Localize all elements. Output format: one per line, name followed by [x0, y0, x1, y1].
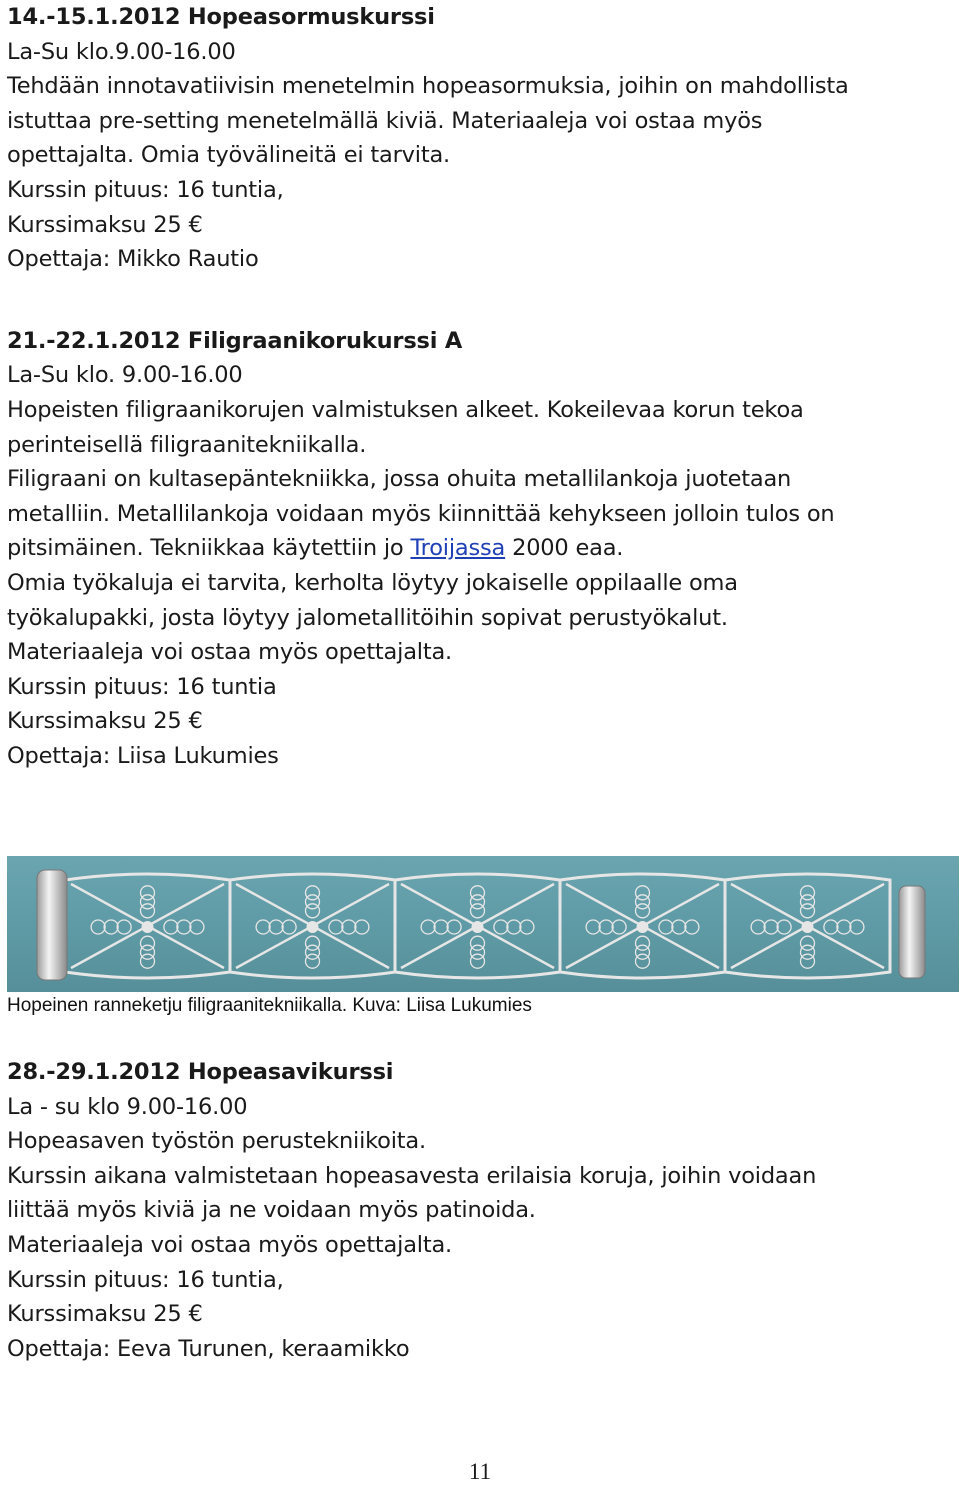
photo-caption: Hopeinen ranneketju filigraanitekniikalla. Kuva: Liisa Lukumies: [7, 995, 532, 1016]
course-description-line: istuttaa pre-setting menetelmällä kiviä. Materiaaleja voi ostaa myös: [7, 107, 763, 134]
course-description-line: Kurssin aikana valmistetaan hopeasavesta erilaisia koruja, joihin voidaan: [7, 1162, 817, 1189]
document-page: [7, 0, 953, 773]
course-title: 28.-29.1.2012 Hopeasavikurssi: [7, 1059, 394, 1085]
course-fee: Kurssimaksu 25 €: [7, 211, 203, 238]
course-duration: Kurssin pituus: 16 tuntia,: [7, 176, 284, 203]
course-teacher: Opettaja: Eeva Turunen, keraamikko: [7, 1335, 410, 1362]
course-teacher: Opettaja: Mikko Rautio: [7, 246, 259, 273]
course-duration: Kurssin pituus: 16 tuntia: [7, 673, 277, 700]
course-description-line: Filigraani on kultasepäntekniikka, jossa ohuita metallilankoja juotetaan: [7, 466, 792, 493]
course-description-line: [7, 531, 953, 566]
course-fee: Kurssimaksu 25 €: [7, 1301, 203, 1328]
course-description-line: Omia työkaluja ei tarvita, kerholta löytyy jokaiselle oppilaalle oma: [7, 569, 738, 596]
course-description-line: metalliin. Metallilankoja voidaan myös kiinnittää kehykseen jolloin tulos on: [7, 500, 835, 527]
course-hopeasavikurssi: [7, 1055, 953, 1366]
course-materials: Materiaaleja voi ostaa myös opettajalta.: [7, 639, 452, 666]
bracelet-photo: [7, 856, 959, 992]
course-materials: Materiaaleja voi ostaa myös opettajalta.: [7, 1231, 452, 1258]
course-teacher: Opettaja: Liisa Lukumies: [7, 742, 279, 769]
text-segment: 2000 eaa.: [505, 535, 624, 562]
course-filigraanikorukurssi: [7, 324, 953, 774]
course-title: 21.-22.1.2012 Filigraanikorukurssi A: [7, 327, 463, 354]
course-description-line: opettajalta. Omia työvälineitä ei tarvita.: [7, 142, 451, 169]
course-hopeasormuskurssi: [7, 0, 953, 277]
troijassa-link[interactable]: Troijassa: [410, 535, 506, 562]
course-duration: Kurssin pituus: 16 tuntia,: [7, 1266, 284, 1293]
course-description-line: Hopeasaven työstön perustekniikoita.: [7, 1128, 426, 1155]
course-description-line: Hopeisten filigraanikorujen valmistuksen alkeet. Kokeilevaa korun tekoa: [7, 396, 804, 423]
course-description-line: liittää myös kiviä ja ne voidaan myös patinoida.: [7, 1197, 536, 1224]
page-number: 11: [468, 1459, 492, 1484]
course-description-line: Tehdään innotavatiivisin menetelmin hopeasormuksia, joihin on mahdollista: [7, 73, 849, 100]
course-description-line: perinteisellä filigraanitekniikalla.: [7, 431, 367, 458]
course-schedule: La-Su klo. 9.00-16.00: [7, 362, 243, 389]
text-segment: pitsimäinen. Tekniikkaa käytettiin jo: [7, 535, 411, 562]
course-fee: Kurssimaksu 25 €: [7, 708, 203, 735]
course-title: 14.-15.1.2012 Hopeasormuskurssi: [7, 4, 435, 30]
course-schedule: La-Su klo.9.00-16.00: [7, 38, 236, 65]
course-description-line: työkalupakki, josta löytyy jalometallitöihin sopivat perustyökalut.: [7, 604, 728, 631]
course-schedule: La - su klo 9.00-16.00: [7, 1093, 248, 1120]
